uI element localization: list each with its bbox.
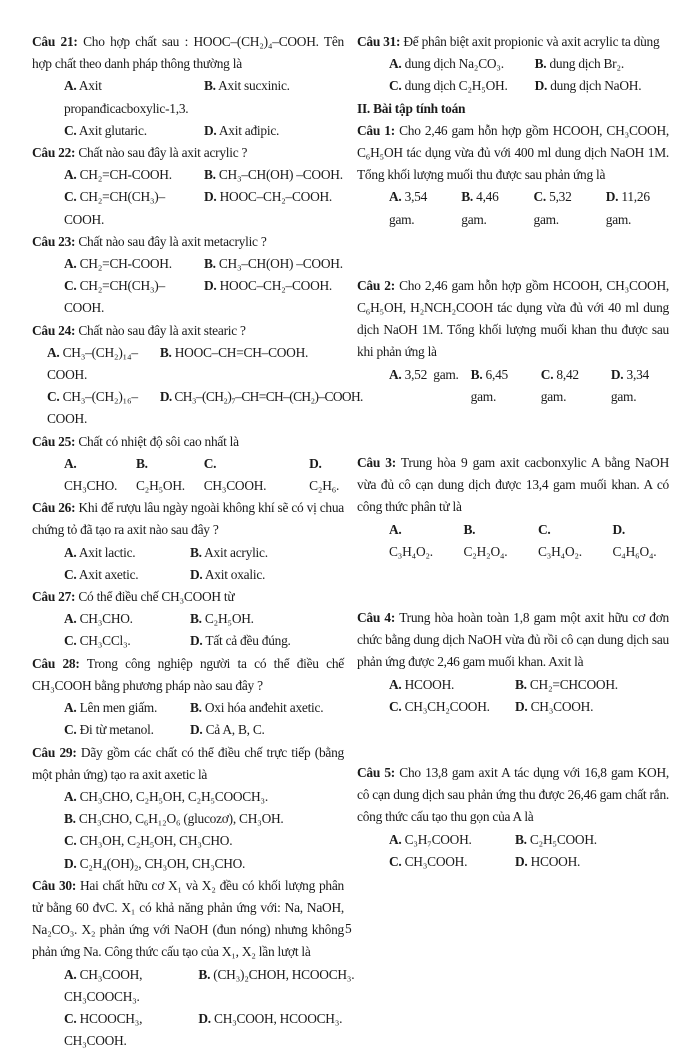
option-c: C. Axit glutaric.	[64, 122, 147, 138]
option-c: C. Axit axetic.	[64, 566, 139, 582]
option-a: A. Axit propanđicacboxylic-1,3.	[64, 78, 189, 116]
options	[32, 453, 344, 497]
option-a: A. Axit lactic.	[64, 544, 136, 560]
question-25	[32, 431, 344, 498]
options	[32, 164, 344, 231]
options	[357, 519, 669, 563]
option-d: D. 3,34 gam.	[610, 366, 649, 404]
options	[357, 53, 669, 97]
section-title: II. Bài tập tính toán	[357, 100, 466, 116]
question-text: Khi để rượu lâu ngày ngoài không khí sẽ có vị chua chứng tỏ đã tạo ra axit nào sau đây ?	[32, 500, 344, 538]
question-label: Câu 5:	[357, 765, 396, 781]
options	[32, 697, 344, 741]
problem-1	[357, 120, 669, 231]
option-d: D. Axit oxalic.	[190, 566, 266, 582]
option-d: D. CH₃COOH.	[515, 698, 594, 714]
option-a: A. 3,52 gam.	[389, 366, 459, 382]
question-text: Trong công nghiệp người ta có thể điều chế CH₃COOH bằng phương pháp nào sau đây ?	[32, 655, 344, 693]
question-21	[32, 31, 344, 142]
options	[357, 186, 669, 230]
option-c: C. HCOOCH₃, CH₃COOH.	[64, 1010, 143, 1049]
question-24	[32, 320, 363, 431]
question-label: Câu 2:	[357, 277, 395, 293]
question-text: Cho 13,8 gam axit A tác dụng với 16,8 gam KOH, cô cạn dung dịch sau phản ứng thu được 26,46 gam chất rắn. công thức cấu tạo thu gọn của A là	[357, 765, 669, 825]
option-d: D. C₄H₆O₄.	[612, 521, 657, 559]
question-label: Câu 22:	[32, 145, 76, 161]
option-d: D. CH₃COOH, HCOOCH₃.	[198, 1010, 343, 1026]
option-c: C. Đi từ metanol.	[64, 722, 154, 738]
option-c: C. CH₂=CH(CH₃)–COOH.	[64, 278, 165, 316]
right-column	[357, 31, 669, 873]
option-b: B. (CH₃)₂CHOH, HCOOCH₃.	[198, 966, 355, 982]
options	[357, 364, 669, 408]
question-23	[32, 231, 344, 320]
option-d: D. dung dịch NaOH.	[534, 78, 642, 94]
question-text: Hai chất hữu cơ X₁ và X₂ đều có khối lượng phân tử bằng 60 đvC. X₁ có khả năng phản ứng với: Na, NaOH, Na₂CO₃. X₂ phản ứng với NaOH (đun nóng) nhưng không phản ứng Na. Công thức cấu tạo của X₁, X₂ lần lượt là	[32, 877, 344, 960]
option-c: C. CH₃–(CH₂)₁₆–COOH.	[47, 389, 138, 427]
question-label: Câu 1:	[357, 122, 395, 138]
options	[357, 829, 669, 873]
left-column	[32, 31, 363, 1052]
question-26	[32, 497, 344, 586]
option-a: A. Lên men giấm.	[64, 700, 158, 716]
option-a: A. CH₂=CH-COOH.	[64, 256, 172, 272]
option-d: D. C₂H₄(OH)₂, CH₃OH, CH₃CHO.	[64, 855, 246, 871]
option-a: A. CH₃CHO.	[64, 611, 133, 627]
option-a: A. CH₃–(CH₂)₁₄–COOH.	[47, 344, 138, 383]
question-text: Để phân biệt axit propionic và axit acrylic ta dùng	[400, 34, 660, 49]
option-b: B. C₂H₅COOH.	[515, 831, 597, 847]
question-label: Câu 25:	[32, 433, 76, 449]
question-text: Có thể điều chế CH₃COOH từ	[75, 589, 235, 605]
option-a: A. C₃H₇COOH.	[389, 831, 472, 847]
question-text: Chất nào sau đây là axit acrylic ?	[75, 145, 248, 161]
question-text: Cho hợp chất sau : HOOC–(CH₂)₄–COOH. Tên hợp chất theo danh pháp thông thường là	[32, 34, 345, 72]
option-b: B. C₂H₅OH.	[135, 455, 185, 494]
options	[32, 786, 344, 875]
options	[32, 964, 355, 1052]
question-27	[32, 586, 344, 653]
question-label: Câu 29:	[32, 744, 77, 760]
option-b: B. CH₃CHO, C₆H₁₂O₆ (glucozơ), CH₃OH.	[64, 811, 284, 827]
problem-5	[357, 762, 669, 873]
question-30	[32, 875, 355, 1052]
option-c: C. CH₃COOH.	[203, 455, 267, 494]
option-c: C. CH₃OH, C₂H₅OH, CH₃CHO.	[64, 833, 233, 849]
question-text: Chất nào sau đây là axit stearic ?	[75, 322, 246, 338]
question-label: Câu 21:	[32, 34, 78, 49]
option-b: B. Axit sucxinic.	[204, 78, 290, 94]
option-b: B. C₂H₂O₄.	[463, 521, 508, 559]
option-a: A. C₃H₄O₂.	[389, 521, 433, 559]
option-b: B. 4,46 gam.	[461, 189, 499, 227]
options	[32, 253, 344, 320]
question-label: Câu 31:	[357, 34, 401, 49]
question-text: Dãy gồm các chất có thể điều chế trực tiếp (bằng một phản ứng) tạo ra axit axetic là	[32, 744, 345, 782]
option-b: B. CH₂=CHCOOH.	[515, 676, 618, 692]
option-b: B. C₂H₅OH.	[190, 611, 254, 627]
option-c: C. CH₃CH₂COOH.	[389, 698, 490, 714]
option-d: D. CH₃–(CH₂)₇–CH=CH–(CH₂)–COOH.	[159, 389, 363, 405]
option-d: D. 11,26 gam.	[605, 189, 650, 227]
option-b: B. Axit acrylic.	[190, 544, 268, 560]
question-label: Câu 26:	[32, 500, 76, 516]
option-d: D. HOOC–CH₂–COOH.	[204, 278, 333, 294]
question-text: Trung hòa 9 gam axit cacbonxylic A bằng NaOH vừa đủ cô cạn dung dịch được 13,4 gam muối khan. A có công thức phân tử là	[357, 455, 669, 515]
option-b: B. CH₃–CH(OH) –COOH.	[204, 167, 343, 183]
option-c: C. C₃H₄O₂.	[538, 521, 582, 559]
question-text: Chất nào sau đây là axit metacrylic ?	[75, 233, 267, 249]
option-b: B. Oxi hóa anđehit axetic.	[190, 700, 324, 716]
option-b: B. HOOC–CH=CH–COOH.	[159, 344, 309, 360]
question-label: Câu 24:	[32, 322, 76, 338]
options	[357, 674, 669, 718]
option-d: D. Axit ađipic.	[204, 122, 280, 138]
option-c: C. CH₃COOH.	[389, 853, 468, 869]
question-22	[32, 142, 344, 231]
options	[32, 342, 363, 431]
question-29	[32, 742, 344, 875]
option-a: A. CH₃COOH, CH₃COOCH₃.	[64, 966, 143, 1004]
question-label: Câu 30:	[32, 877, 77, 893]
question-label: Câu 23:	[32, 233, 76, 249]
option-c: C. dung dịch C₂H₅OH.	[389, 78, 508, 94]
option-a: A. 3,54 gam.	[389, 189, 428, 227]
option-d: D. Tất cả đều đúng.	[190, 633, 291, 649]
options	[32, 542, 344, 586]
options	[32, 75, 344, 142]
problem-4	[357, 607, 669, 718]
question-text: Chất có nhiệt độ sôi cao nhất là	[75, 433, 239, 449]
question-text: Trung hòa hoàn toàn 1,8 gam một axit hữu cơ đơn chức bằng dung dịch NaOH vừa đủ rồi cô cạn dung dịch sau phản ứng được 2,46 gam muối khan. Axit là	[357, 610, 669, 670]
question-label: Câu 28:	[32, 655, 80, 671]
option-c: C. 5,32 gam.	[533, 189, 572, 227]
option-d: D. HCOOH.	[515, 853, 581, 869]
option-c: C. CH₃CCl₃.	[64, 633, 131, 649]
option-b: B. 6,45 gam.	[470, 366, 508, 404]
option-c: C. 8,42 gam.	[540, 366, 579, 404]
question-31	[357, 31, 669, 98]
option-d: D. C₂H₆.	[309, 455, 340, 494]
option-a: A. CH₂=CH-COOH.	[64, 167, 172, 183]
option-a: A. CH₃CHO.	[64, 455, 118, 494]
option-b: B. CH₃–CH(OH) –COOH.	[204, 256, 343, 272]
question-28	[32, 653, 344, 742]
page-number: 5	[345, 921, 352, 936]
question-label: Câu 4:	[357, 610, 396, 626]
question-text: Cho 2,46 gam hỗn hợp gồm HCOOH, CH₃COOH, C₆H₅OH tác dụng vừa đủ với 400 ml dung dịch NaOH 1M. Tổng khối lượng muối thu được sau phản ứng là	[357, 122, 669, 183]
option-d: D. HOOC–CH₂–COOH.	[204, 189, 333, 205]
question-label: Câu 27:	[32, 589, 76, 605]
option-a: A. dung dịch Na₂CO₃.	[389, 56, 504, 72]
option-c: C. CH₂=CH(CH₃)–COOH.	[64, 189, 165, 227]
question-label: Câu 3:	[357, 455, 396, 471]
question-text: Cho 2,46 gam hỗn hợp gồm HCOOH, CH₃COOH, C₆H₅OH, H₂NCH₂COOH tác dụng vừa đủ với 40 ml dung dịch NaOH 1M. Tổng khối lượng muối khan thu được sau khi phản ứng là	[357, 277, 669, 360]
options	[32, 608, 344, 652]
option-a: A. CH₃CHO, C₂H₅OH, C₂H₅COOCH₃.	[64, 788, 268, 804]
option-a: A. HCOOH.	[389, 676, 455, 692]
problem-3	[357, 452, 669, 563]
option-b: B. dung dịch Br₂.	[534, 56, 624, 72]
option-d: D. Cả A, B, C.	[190, 722, 265, 738]
problem-2	[357, 275, 669, 408]
